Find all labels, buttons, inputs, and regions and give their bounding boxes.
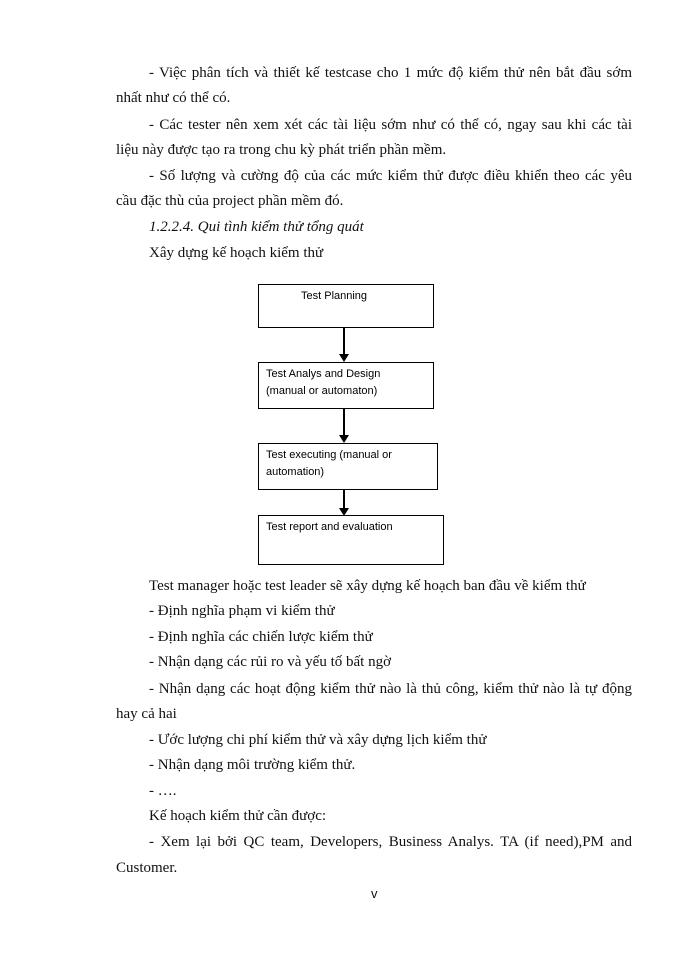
list-item: - Nhận dạng các rủi ro và yếu tố bất ngờ	[149, 654, 392, 670]
page-number: v	[371, 886, 378, 901]
plan-line1: - Xem lại bởi QC team, Developers, Business Analys. TA (if need),PM and	[149, 834, 632, 850]
list-item: - Nhận dạng các hoạt động kiểm thử nào là thủ công, kiểm thử nào là tự động	[149, 681, 632, 697]
intro-p3-line2: cầu đặc thù của project phần mềm đó.	[116, 193, 344, 209]
flow-step-2-label-line2: (manual or automaton)	[266, 385, 378, 397]
flow-step-2-label-line1: Test Analys and Design	[266, 368, 381, 380]
list-item: - Nhận dạng môi trường kiểm thử.	[149, 757, 356, 773]
intro-p2-line1: - Các tester nên xem xét các tài liệu sớm như có thể có, ngay sau khi các tài	[149, 117, 632, 133]
flow-step-1-label: Test Planning	[301, 290, 368, 302]
flow-step-analysis-design	[258, 362, 434, 409]
planning-lead: Test manager hoặc test leader sẽ xây dựng kế hoạch ban đầu về kiểm thử	[149, 578, 586, 594]
list-item: - Ước lượng chi phí kiểm thử và xây dựng lịch kiểm thử	[149, 732, 487, 748]
plan-line2: Customer.	[116, 860, 178, 876]
list-item: - Định nghĩa phạm vi kiểm thử	[149, 603, 335, 619]
intro-p1-line1: - Việc phân tích và thiết kế testcase cho 1 mức độ kiểm thử nên bắt đầu sớm	[149, 65, 632, 81]
intro-p3-line1: - Số lượng và cường độ của các mức kiểm thử được điều khiển theo các yêu	[149, 168, 632, 184]
flow-arrow-1	[343, 328, 345, 355]
list-item: - Định nghĩa các chiến lược kiểm thử	[149, 629, 373, 645]
list-item: - ….	[149, 783, 177, 799]
flow-step-executing	[258, 443, 438, 490]
flow-step-3-label-line2: automation)	[266, 466, 325, 478]
list-item-continuation: hay cả hai	[116, 706, 177, 722]
flow-step-report	[258, 515, 444, 565]
section-heading: 1.2.2.4. Qui tình kiểm thử tổng quát	[149, 219, 364, 235]
flow-step-test-planning	[258, 284, 434, 328]
intro-p2-line2: liệu này được tạo ra trong chu kỳ phát triển phần mềm.	[116, 142, 447, 158]
flow-step-3-label-line1: Test executing (manual or	[266, 449, 392, 461]
section-subheading: Xây dựng kế hoạch kiểm thử	[149, 245, 324, 261]
plan-heading: Kế hoạch kiểm thử cần được:	[149, 808, 327, 824]
flow-step-4-label: Test report and evaluation	[266, 521, 393, 533]
flow-arrow-3	[343, 490, 345, 509]
flow-arrow-2	[343, 409, 345, 436]
intro-p1-line2: nhất như có thể có.	[116, 90, 231, 106]
